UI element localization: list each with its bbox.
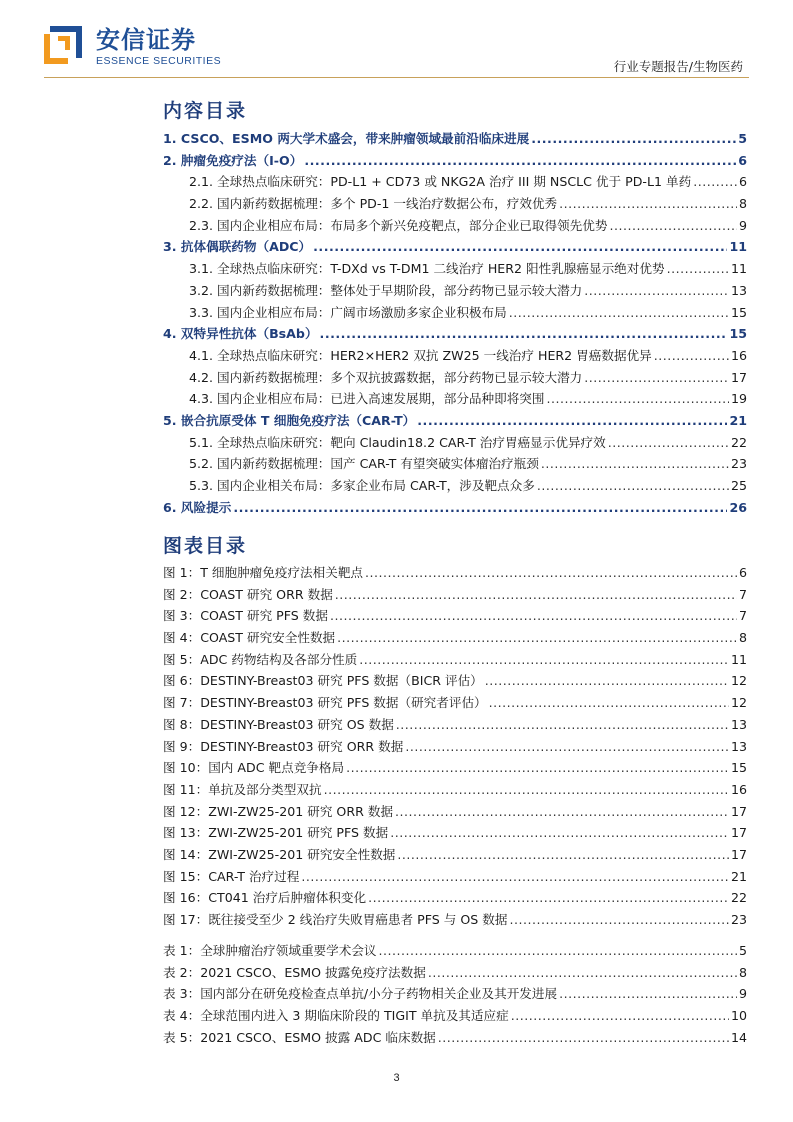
toc-entry-page: 21 — [729, 412, 747, 428]
figure-entry-page: 13 — [730, 738, 747, 754]
figure-entry-label: 图 14：ZWI-ZW25-201 研究安全性数据 — [163, 846, 396, 862]
figure-entry-label: 图 7：DESTINY-Breast03 研究 PFS 数据（研究者评估） — [163, 695, 487, 711]
table-entry-page: 14 — [730, 1029, 747, 1045]
figure-entry-label: 图 12：ZWI-ZW25-201 研究 ORR 数据 — [163, 803, 394, 819]
figure-entry-label: 图 16：CT041 治疗后肿瘤体积变化 — [163, 890, 367, 906]
toc-entry[interactable] — [163, 128, 747, 150]
toc-entry-label: 2.1. 全球热点临床研究：PD-L1 + CD73 或 NKG2A 治疗 III 期 NSCLC 优于 PD-L1 单药 — [189, 174, 692, 190]
table-entry-page: 9 — [738, 986, 747, 1002]
figure-entry-page: 15 — [730, 760, 747, 776]
toc-entry[interactable] — [163, 280, 747, 302]
company-logo — [44, 26, 84, 66]
page-number: 3 — [393, 1072, 400, 1084]
dot-leader — [324, 779, 729, 801]
tables-list — [163, 940, 747, 1048]
dot-leader — [509, 909, 729, 931]
toc-entry-label: 3.2. 国内新药数据梳理：整体处于早期阶段，部分药物已显示较大潜力 — [189, 282, 583, 298]
figure-entry[interactable] — [163, 801, 747, 823]
table-entry[interactable] — [163, 962, 747, 984]
figure-entry-page: 17 — [730, 803, 747, 819]
header-divider — [44, 77, 749, 78]
dot-leader — [489, 692, 729, 714]
figure-entry[interactable] — [163, 692, 747, 714]
figure-entry-label: 图 6：DESTINY-Breast03 研究 PFS 数据（BICR 评估） — [163, 673, 483, 689]
toc-entry-page: 13 — [730, 282, 747, 298]
toc-entry-label: 5.3. 国内企业相关布局：多家企业布局 CAR-T，涉及靶点众多 — [189, 478, 535, 493]
dot-leader — [390, 822, 729, 844]
figure-entry-page: 11 — [730, 651, 747, 667]
figure-entry[interactable] — [163, 562, 747, 584]
toc-entry-page: 15 — [730, 304, 747, 320]
toc-entry-page: 16 — [730, 347, 747, 363]
toc-entry[interactable] — [163, 323, 747, 345]
toc-entry[interactable] — [163, 410, 747, 432]
figure-entry-label: 图 11：单抗及部分类型双抗 — [163, 781, 322, 797]
toc-entry-label: 5.2. 国内新药数据梳理：国产 CAR-T 有望突破实体瘤治疗瓶颈 — [189, 456, 539, 472]
figure-entry[interactable] — [163, 714, 747, 736]
toc-entry-label: 2.3. 国内企业相应布局：布局多个新兴免疫靶点，部分企业已取得领先优势 — [189, 217, 608, 233]
dot-leader — [330, 605, 737, 627]
toc-entry-page: 15 — [729, 326, 747, 342]
figure-entry-page: 8 — [738, 630, 747, 646]
dot-leader — [428, 962, 737, 984]
dot-leader — [546, 388, 728, 410]
figure-entry-label: 图 15：CAR-T 治疗过程 — [163, 868, 300, 884]
dot-leader — [654, 345, 729, 367]
figure-entry-page: 12 — [730, 695, 747, 711]
table-entry-page: 5 — [738, 943, 747, 958]
figure-entry[interactable] — [163, 866, 747, 888]
toc-entry-label: 4.1. 全球热点临床研究：HER2×HER2 双抗 ZW25 一线治疗 HER2 胃癌数据优异 — [189, 347, 652, 363]
figure-entry[interactable] — [163, 822, 747, 844]
toc-entry-label: 3.3. 国内企业相应布局：广阔市场激励多家企业积极布局 — [189, 304, 507, 320]
figure-entry[interactable] — [163, 736, 747, 758]
dot-leader — [320, 323, 728, 345]
dot-leader — [608, 432, 729, 454]
figure-entry-label: 图 3：COAST 研究 PFS 数据 — [163, 608, 328, 624]
table-entry-page: 8 — [738, 964, 747, 980]
toc-entry-page: 25 — [730, 478, 747, 493]
figure-entry[interactable] — [163, 627, 747, 649]
toc-entry-label: 3.1. 全球热点临床研究：T-DXd vs T-DM1 二线治疗 HER2 阳性乳腺癌显示绝对优势 — [189, 261, 665, 277]
dot-leader — [438, 1027, 729, 1049]
toc-entry[interactable] — [163, 432, 747, 454]
figure-entry-label: 图 9：DESTINY-Breast03 研究 ORR 数据 — [163, 738, 404, 754]
toc-entry-page: 11 — [729, 239, 747, 255]
dot-leader — [405, 736, 729, 758]
figure-entry-page: 13 — [730, 716, 747, 732]
contents-list — [163, 128, 747, 518]
figure-entry-page: 21 — [730, 868, 747, 884]
toc-entry-page: 22 — [730, 434, 747, 450]
figure-entry[interactable] — [163, 605, 747, 627]
figure-entry-page: 17 — [730, 846, 747, 862]
table-entry-page: 10 — [730, 1008, 747, 1024]
dot-leader — [368, 887, 729, 909]
figure-entry-label: 图 13：ZWI-ZW25-201 研究 PFS 数据 — [163, 825, 389, 841]
toc-entry-page: 26 — [729, 499, 747, 515]
figure-entry-label: 图 1：T 细胞肿瘤免疫疗法相关靶点 — [163, 565, 364, 580]
dot-leader — [667, 258, 729, 280]
figure-entry[interactable] — [163, 779, 747, 801]
dot-leader — [541, 453, 729, 475]
brand-name-en: ESSENCE SECURITIES — [96, 55, 222, 67]
table-entry[interactable] — [163, 1005, 747, 1027]
figure-entry[interactable] — [163, 887, 747, 909]
dot-leader — [397, 844, 729, 866]
table-entry-label: 表 5：2021 CSCO、ESMO 披露 ADC 临床数据 — [163, 1029, 436, 1045]
dot-leader — [396, 714, 729, 736]
toc-entry[interactable] — [163, 171, 747, 193]
dot-leader — [304, 150, 736, 172]
figure-entry-label: 图 10：国内 ADC 靶点竞争格局 — [163, 760, 345, 776]
table-entry[interactable] — [163, 940, 747, 962]
toc-entry-label: 5. 嵌合抗原受体 T 细胞免疫疗法（CAR-T） — [163, 412, 416, 428]
toc-entry[interactable] — [163, 475, 747, 497]
table-entry-label: 表 2：2021 CSCO、ESMO 披露免疫疗法数据 — [163, 964, 426, 980]
brand-name-cn: 安信证券 — [96, 26, 196, 54]
dot-leader — [485, 670, 729, 692]
dot-leader — [559, 983, 737, 1005]
toc-entry-page: 6 — [738, 174, 747, 190]
toc-entry-label: 1. CSCO、ESMO 两大学术盛会，带来肿瘤领域最前沿临床进展 — [163, 131, 530, 146]
toc-entry[interactable] — [163, 367, 747, 389]
toc-entry[interactable] — [163, 215, 747, 237]
dot-leader — [531, 128, 736, 150]
toc-entry-page: 9 — [738, 217, 747, 233]
figure-entry-page: 7 — [738, 586, 747, 602]
dot-leader — [509, 302, 729, 324]
contents-title: 内容目录 — [163, 100, 248, 122]
figure-entry-label: 图 8：DESTINY-Breast03 研究 OS 数据 — [163, 716, 394, 732]
dot-leader — [359, 649, 729, 671]
figure-entry-page: 12 — [730, 673, 747, 689]
dot-leader — [379, 940, 737, 962]
figure-entry-page: 17 — [730, 825, 747, 841]
figure-entry-label: 图 2：COAST 研究 ORR 数据 — [163, 586, 333, 602]
figure-entry-page: 6 — [738, 565, 747, 580]
toc-entry-label: 2.2. 国内新药数据梳理：多个 PD-1 一线治疗数据公布，疗效优秀 — [189, 196, 558, 212]
table-entry[interactable] — [163, 983, 747, 1005]
toc-entry[interactable] — [163, 236, 747, 258]
figure-entry-label: 图 4：COAST 研究安全性数据 — [163, 630, 336, 646]
toc-entry[interactable] — [163, 150, 747, 172]
figure-entry[interactable] — [163, 670, 747, 692]
figure-entry[interactable] — [163, 844, 747, 866]
dot-leader — [417, 410, 727, 432]
toc-entry-label: 2. 肿瘤免疫疗法（I-O） — [163, 152, 303, 168]
dot-leader — [609, 215, 737, 237]
toc-entry-page: 6 — [738, 152, 747, 168]
table-entry-label: 表 4：全球范围内进入 3 期临床阶段的 TIGIT 单抗及其适应症 — [163, 1008, 509, 1024]
report-category: 行业专题报告/生物医药 — [613, 59, 743, 74]
toc-entry-page: 23 — [730, 456, 747, 472]
toc-entry-label: 4.3. 国内企业相应布局：已进入高速发展期，部分品种即将突围 — [189, 391, 545, 407]
figure-entry[interactable] — [163, 584, 747, 606]
dot-leader — [301, 866, 729, 888]
table-entry-label: 表 3：国内部分在研免疫检查点单抗/小分子药物相关企业及其开发进展 — [163, 986, 558, 1002]
dot-leader — [584, 367, 729, 389]
figure-entry[interactable] — [163, 909, 747, 931]
figures-title: 图表目录 — [163, 535, 248, 557]
toc-entry-page: 17 — [730, 369, 747, 385]
figure-entry[interactable] — [163, 649, 747, 671]
figure-entry-page: 16 — [730, 781, 747, 797]
toc-entry-label: 4. 双特异性抗体（BsAb） — [163, 326, 318, 342]
dot-leader — [537, 475, 729, 497]
figure-entry-page: 22 — [730, 890, 747, 906]
toc-entry[interactable] — [163, 345, 747, 367]
toc-entry-page: 8 — [738, 196, 747, 212]
toc-entry-page: 5 — [738, 131, 747, 146]
toc-entry[interactable] — [163, 258, 747, 280]
table-entry-label: 表 1：全球肿瘤治疗领域重要学术会议 — [163, 943, 377, 958]
figures-list — [163, 562, 747, 931]
toc-entry-label: 6. 风险提示 — [163, 499, 232, 515]
dot-leader — [511, 1005, 729, 1027]
figure-entry-page: 23 — [730, 912, 747, 927]
toc-entry-page: 11 — [730, 261, 747, 277]
toc-entry[interactable] — [163, 193, 747, 215]
figure-entry-label: 图 17：既往接受至少 2 线治疗失败胃癌患者 PFS 与 OS 数据 — [163, 912, 508, 927]
figure-entry[interactable] — [163, 757, 747, 779]
figure-entry-page: 7 — [738, 608, 747, 624]
toc-entry-label: 4.2. 国内新药数据梳理：多个双抗披露数据，部分药物已显示较大潜力 — [189, 369, 583, 385]
toc-entry[interactable] — [163, 497, 747, 519]
dot-leader — [584, 280, 729, 302]
dot-leader — [313, 236, 727, 258]
dot-leader — [337, 627, 737, 649]
toc-entry[interactable] — [163, 453, 747, 475]
toc-entry[interactable] — [163, 388, 747, 410]
dot-leader — [346, 757, 729, 779]
toc-entry-label: 5.1. 全球热点临床研究：靶向 Claudin18.2 CAR-T 治疗胃癌显示优异疗效 — [189, 434, 606, 450]
table-entry[interactable] — [163, 1027, 747, 1049]
dot-leader — [559, 193, 737, 215]
toc-entry-label: 3. 抗体偶联药物（ADC） — [163, 239, 312, 255]
dot-leader — [233, 497, 727, 519]
dot-leader — [395, 801, 729, 823]
toc-entry[interactable] — [163, 302, 747, 324]
figure-entry-label: 图 5：ADC 药物结构及各部分性质 — [163, 651, 358, 667]
dot-leader — [335, 584, 737, 606]
toc-entry-page: 19 — [730, 391, 747, 407]
dot-leader — [693, 171, 737, 193]
dot-leader — [365, 562, 737, 584]
